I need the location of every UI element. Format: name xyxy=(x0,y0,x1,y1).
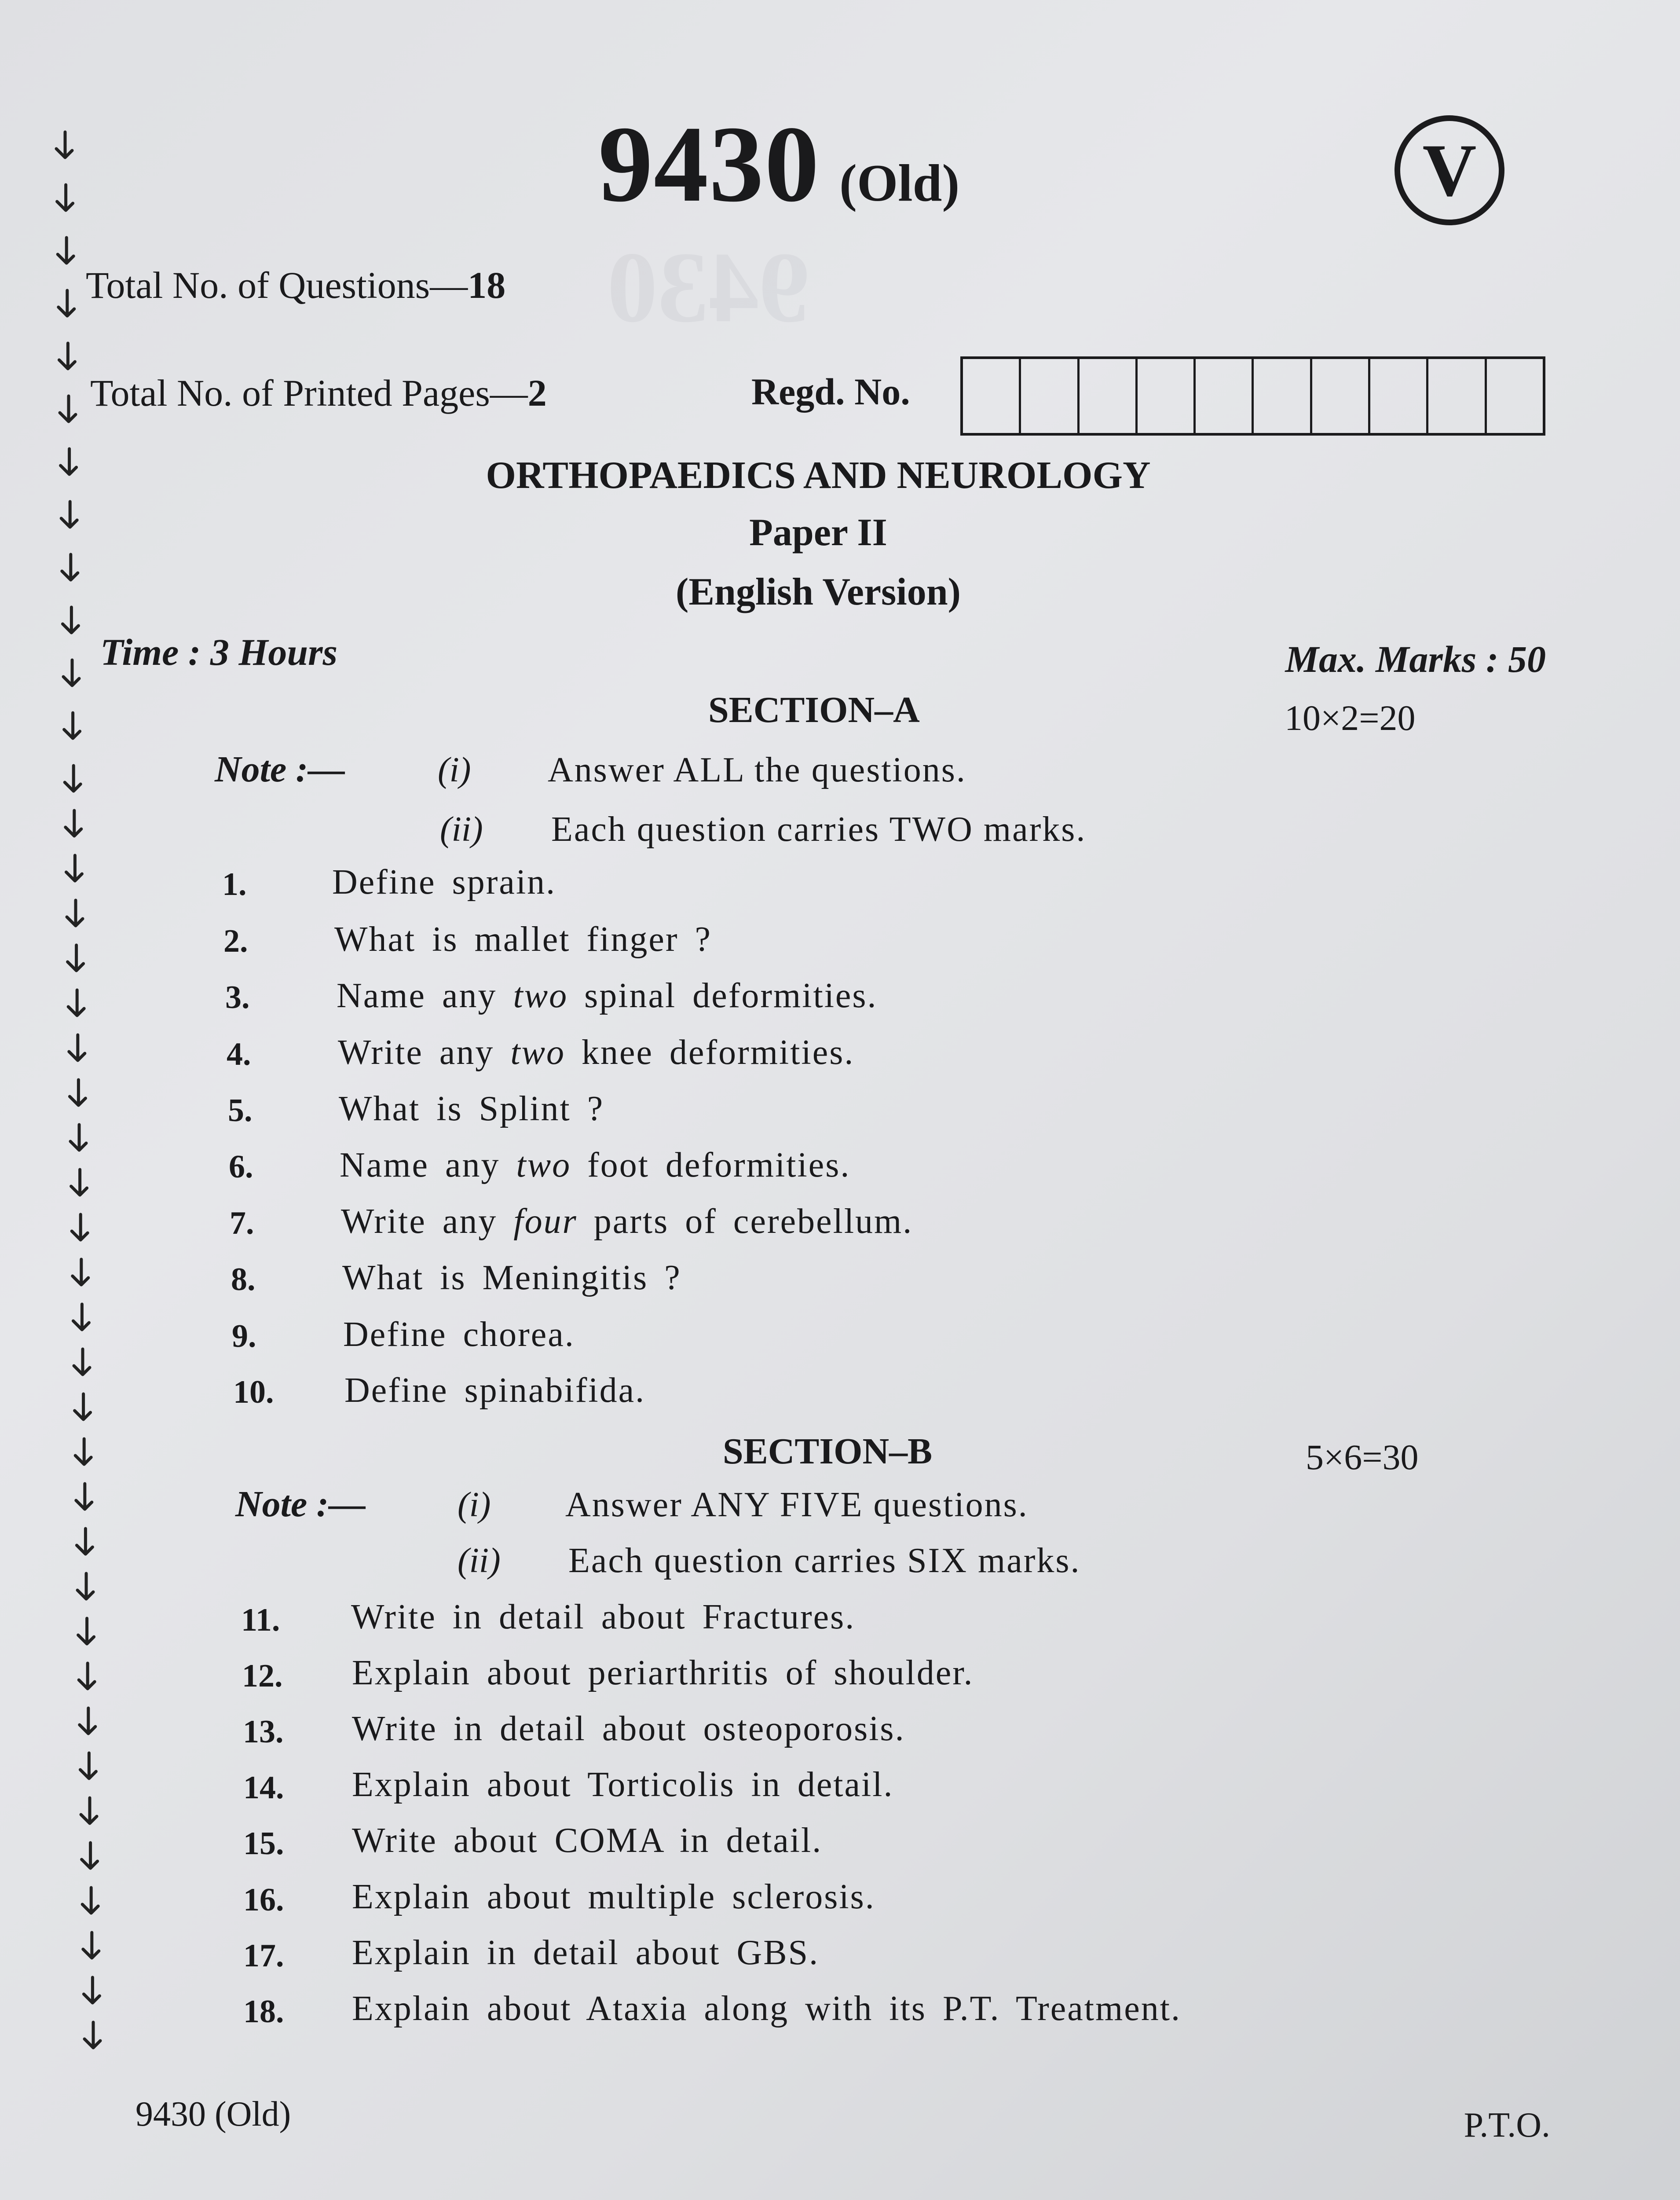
down-arrow-icon xyxy=(72,1214,88,1240)
regd-digit-box[interactable] xyxy=(1368,359,1426,433)
question-text: Write in detail about Fractures. xyxy=(351,1598,856,1636)
down-arrow-icon xyxy=(67,900,83,926)
down-arrow-icon xyxy=(65,766,81,791)
down-arrow-icon xyxy=(70,1080,85,1105)
section-a-marks: 10×2=20 xyxy=(1285,698,1416,738)
version-label: (English Version) xyxy=(676,571,961,613)
down-arrow-icon xyxy=(74,1349,90,1375)
footer-pto: P.T.O. xyxy=(1464,2106,1550,2145)
question-number: 1. xyxy=(222,866,247,902)
down-arrow-icon xyxy=(56,132,72,158)
regd-digit-box[interactable] xyxy=(1252,359,1310,433)
down-arrow-icon xyxy=(82,1843,98,1868)
paper-code-number: 9430 xyxy=(598,103,820,224)
total-questions-label: Total No. of Questions— xyxy=(86,264,468,306)
paper-code xyxy=(598,101,959,227)
down-arrow-icon xyxy=(78,1618,94,1644)
regd-digit-box[interactable] xyxy=(1135,359,1193,433)
down-arrow-icon xyxy=(84,1977,99,2003)
down-arrow-icon xyxy=(69,1035,85,1060)
total-pages-value: 2 xyxy=(527,372,547,414)
question-number: 6. xyxy=(229,1149,253,1185)
down-arrow-icon xyxy=(80,1753,96,1778)
down-arrow-icon xyxy=(81,1798,97,1823)
down-arrow-icon xyxy=(77,1573,93,1599)
regd-digit-box[interactable] xyxy=(963,359,1019,433)
section-a-note-num: (i) xyxy=(438,751,471,789)
down-arrow-icon xyxy=(64,713,80,738)
question-text: Write any two knee deformities. xyxy=(338,1033,855,1072)
down-arrow-icon xyxy=(80,1708,95,1734)
down-arrow-icon xyxy=(68,990,84,1016)
section-a-note-num: (ii) xyxy=(440,810,483,849)
exam-time: Time : 3 Hours xyxy=(100,631,338,673)
question-text: Define chorea. xyxy=(343,1315,575,1354)
down-arrow-icon xyxy=(66,855,82,881)
down-arrow-icon xyxy=(77,1529,92,1554)
question-text: Explain about periarthritis of shoulder. xyxy=(352,1654,974,1692)
regd-digit-box[interactable] xyxy=(1193,359,1252,433)
question-text: Explain about multiple sclerosis. xyxy=(352,1877,875,1916)
question-text: Define sprain. xyxy=(332,863,556,902)
question-number: 7. xyxy=(230,1205,254,1241)
question-text: Write in detail about osteoporosis. xyxy=(352,1709,905,1748)
question-number: 2. xyxy=(223,923,248,959)
section-b-heading: SECTION–B xyxy=(723,1431,933,1472)
regd-digit-box[interactable] xyxy=(1310,359,1368,433)
question-text: Name any two foot deformities. xyxy=(340,1146,851,1184)
margin-arrows-decoration xyxy=(52,128,149,2072)
question-text: Explain in detail about GBS. xyxy=(352,1933,820,1972)
max-marks: Max. Marks : 50 xyxy=(1285,638,1546,680)
question-text: Explain about Ataxia along with its P.T. Treatment. xyxy=(352,1989,1181,2028)
down-arrow-icon xyxy=(82,1888,98,1913)
down-arrow-icon xyxy=(83,1932,99,1958)
total-pages-label: Total No. of Printed Pages— xyxy=(90,372,528,414)
question-number: 16. xyxy=(243,1882,284,1918)
bleed-through-text: 9430 xyxy=(607,231,809,343)
question-text: What is mallet finger ? xyxy=(334,920,712,959)
down-arrow-icon xyxy=(60,396,76,422)
question-number: 17. xyxy=(243,1938,284,1974)
section-b-note-num: (ii) xyxy=(458,1541,501,1580)
section-b-note-num: (i) xyxy=(458,1485,491,1524)
regd-digit-box[interactable] xyxy=(1077,359,1135,433)
question-text: Explain about Torticolis in detail. xyxy=(352,1765,894,1804)
down-arrow-icon xyxy=(75,1439,91,1464)
question-text: Write about COMA in detail. xyxy=(352,1821,823,1860)
regd-digit-box[interactable] xyxy=(1426,359,1484,433)
down-arrow-icon xyxy=(58,238,73,263)
regd-no-boxes[interactable] xyxy=(960,356,1545,436)
down-arrow-icon xyxy=(68,945,84,971)
section-a-note-label: Note :— xyxy=(215,749,345,790)
paper-code-suffix: (Old) xyxy=(839,154,960,212)
question-text: Define spinabifida. xyxy=(344,1371,646,1410)
version-badge-letter: V xyxy=(1422,128,1477,212)
footer-paper-code: 9430 (Old) xyxy=(135,2095,291,2134)
down-arrow-icon xyxy=(59,343,75,369)
question-text: Name any two spinal deformities. xyxy=(337,976,878,1015)
down-arrow-icon xyxy=(59,290,74,316)
section-b-note-text: Each question carries SIX marks. xyxy=(568,1541,1081,1580)
section-a-heading: SECTION–A xyxy=(708,689,920,730)
down-arrow-icon xyxy=(57,185,73,210)
down-arrow-icon xyxy=(63,660,79,686)
down-arrow-icon xyxy=(71,1170,87,1195)
question-text: What is Splint ? xyxy=(339,1089,604,1128)
question-number: 3. xyxy=(225,979,250,1016)
regd-no-label: Regd. No. xyxy=(751,370,910,413)
question-number: 4. xyxy=(227,1036,251,1072)
question xyxy=(222,866,247,903)
question-number: 9. xyxy=(232,1318,256,1354)
question-number: 15. xyxy=(243,1826,284,1862)
question-number: 13. xyxy=(243,1714,284,1750)
question-number: 5. xyxy=(228,1093,253,1129)
question-text: What is Meningitis ? xyxy=(342,1258,681,1297)
down-arrow-icon xyxy=(66,810,81,836)
section-a-note-text: Each question carries TWO marks. xyxy=(551,810,1087,849)
paper-number: Paper II xyxy=(749,511,887,554)
down-arrow-icon xyxy=(73,1304,89,1330)
section-b-note-text: Answer ANY FIVE questions. xyxy=(565,1485,1028,1524)
total-pages xyxy=(90,371,547,415)
question-number: 18. xyxy=(243,1994,284,2030)
down-arrow-icon xyxy=(70,1125,86,1150)
question-number: 10. xyxy=(233,1374,274,1410)
question-number: 11. xyxy=(241,1602,280,1638)
regd-digit-box[interactable] xyxy=(1485,359,1543,433)
down-arrow-icon xyxy=(84,2022,100,2048)
question-text: Write any four parts of cerebellum. xyxy=(341,1202,913,1241)
regd-digit-box[interactable] xyxy=(1019,359,1077,433)
question-number: 12. xyxy=(242,1658,283,1694)
question-number: 8. xyxy=(231,1261,256,1298)
down-arrow-icon xyxy=(73,1259,88,1285)
section-b-marks: 5×6=30 xyxy=(1306,1437,1419,1477)
down-arrow-icon xyxy=(75,1394,91,1419)
section-a-note-text: Answer ALL the questions. xyxy=(548,751,966,789)
down-arrow-icon xyxy=(76,1484,92,1509)
question-number: 14. xyxy=(243,1770,284,1806)
version-badge xyxy=(1395,115,1504,225)
subject-title: ORTHOPAEDICS AND NEUROLOGY xyxy=(486,454,1151,497)
total-questions-value: 18 xyxy=(468,264,506,306)
down-arrow-icon xyxy=(79,1663,95,1689)
total-questions xyxy=(86,263,505,307)
section-b-note-label: Note :— xyxy=(235,1484,366,1525)
